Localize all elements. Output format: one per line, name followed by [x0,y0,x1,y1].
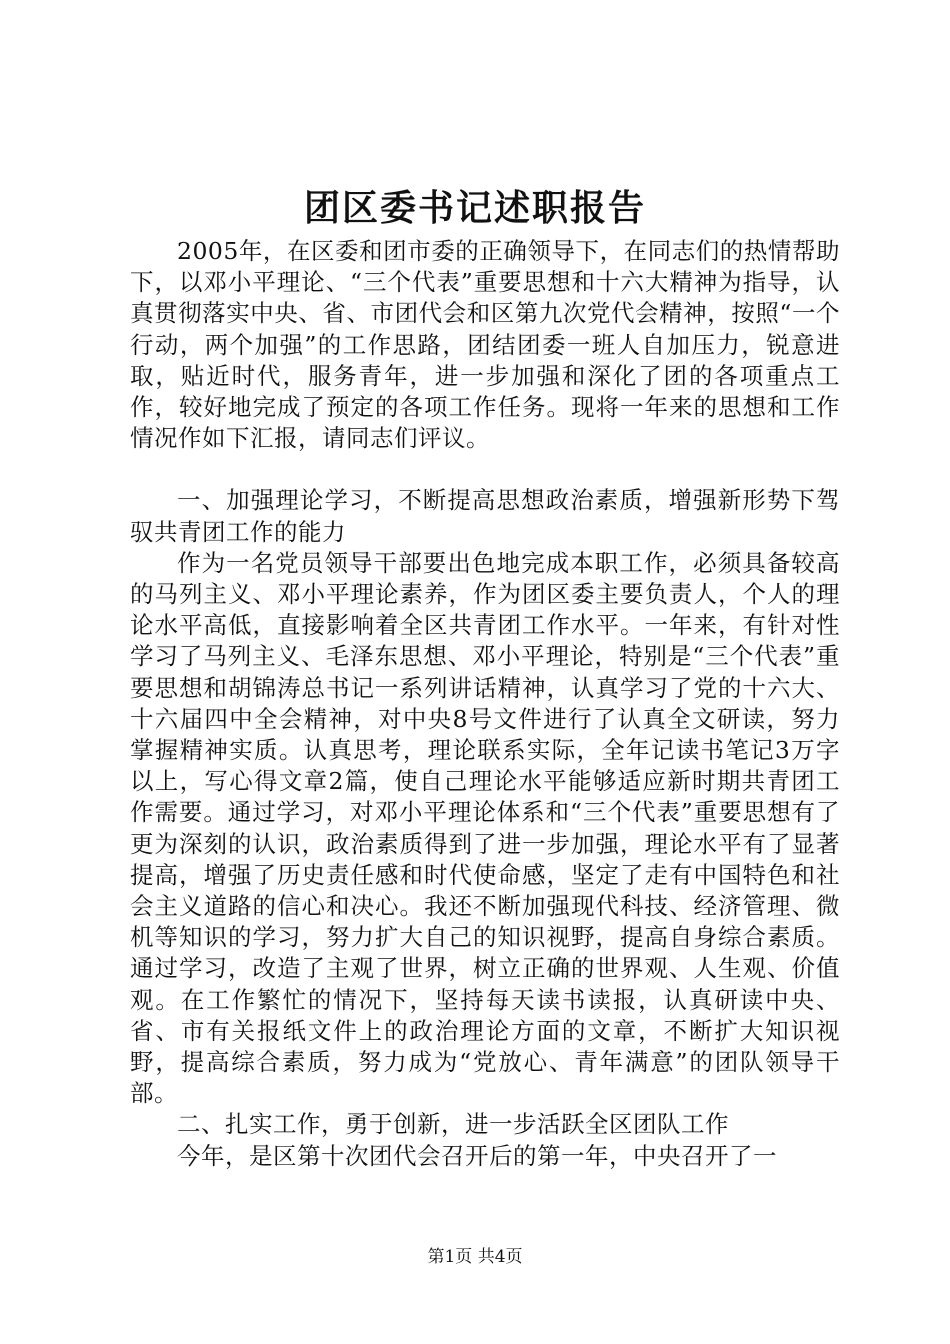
page-indicator: 第1页 共4页 [427,1247,523,1267]
paragraph-gap [130,454,840,485]
paragraph-intro: 2005年，在区委和团市委的正确领导下，在同志们的热情帮助下，以邓小平理论、“三个代表”重要思想和十六大精神为指导，认真贯彻落实中央、省、市团代会和区第九次党代会精神，按照“一个行动，两个加强”的工作思路，团结团委一班人自加压力，锐意进取，贴近时代，服务青年，进一步加强和深化了团的各项重点工作，较好地完成了预定的各项工作任务。现将一年来的思想和工作情况作如下汇报，请同志们评议。 [130,237,840,453]
document-title: 团区委书记述职报告 [303,187,646,229]
document-body [130,236,840,1172]
paragraph-section-2: 今年，是区第十次团代会召开后的第一年，中央召开了一 [177,1141,777,1170]
section-heading-1: 一、加强理论学习，不断提高思想政治素质，增强新形势下驾驭共青团工作的能力 [130,486,840,546]
section-heading-2: 二、扎实工作，勇于创新，进一步活跃全区团队工作 [177,1110,729,1139]
paragraph-section-1: 作为一名党员领导干部要出色地完成本职工作，必须具备较高的马列主义、邓小平理论素养，作为团区委主要负责人，个人的理论水平高低，直接影响着全区共青团工作水平。一年来，有针对性学习了马列主义、毛泽东思想、邓小平理论，特别是“三个代表”重要思想和胡锦涛总书记一系列讲话精神，认真学习了党的十六大、十六届四中全会精神，对中央8号文件进行了认真全文研读，努力掌握精神实质。认真思考，理论联系实际，全年记读书笔记3万字以上，写心得文章2篇，使自己理论水平能够适应新时期共青团工作需要。通过学习，对邓小平理论体系和“三个代表”重要思想有了更为深刻的认识，政治素质得到了进一步加强，理论水平有了显著提高，增强了历史责任感和时代使命感，坚定了走有中国特色和社会主义道路的信心和决心。我还不断加强现代科技、经济管理、微机等知识的学习，努力扩大自己的知识视野，提高自身综合素质。通过学习，改造了主观了世界，树立正确的世界观、人生观、价值观。在工作繁忙的情况下，坚持每天读书读报，认真研读中央、省、市有关报纸文件上的政治理论方面的文章，不断扩大知识视野，提高综合素质，努力成为“党放心、青年满意”的团队领导干部。 [130,548,840,1108]
